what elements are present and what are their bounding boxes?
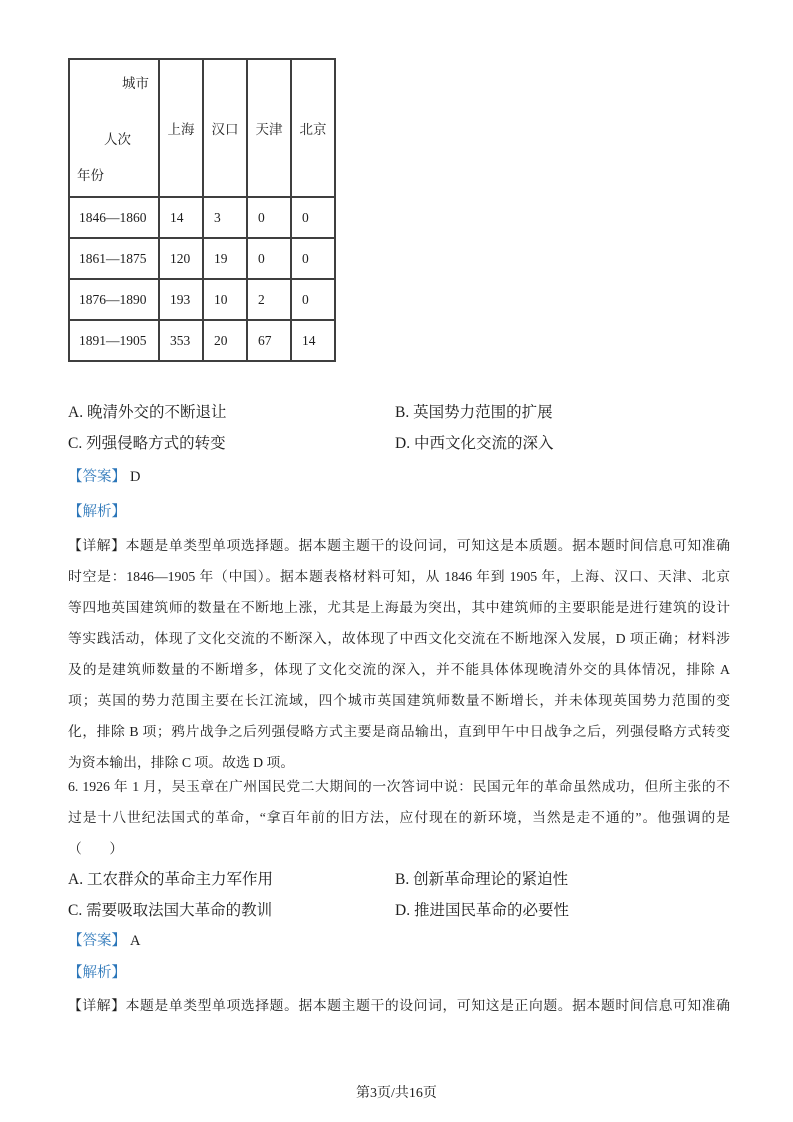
corner-visits-label: 人次 (104, 132, 131, 147)
q5-detail-line: 等四地英国建筑师的数量在不断地上涨，尤其是上海最为突出，其中建筑师的主要职能是进行建筑的设计 (68, 600, 730, 615)
value-cell: 0 (247, 238, 291, 279)
value-cell: 14 (159, 197, 203, 238)
q6-option-b: B. 创新革命理论的紧迫性 (395, 871, 569, 888)
q6-option-c: C. 需要吸取法国大革命的教训 (68, 902, 273, 919)
value-cell: 2 (247, 279, 291, 320)
q6-options (68, 864, 730, 926)
q5-detail-line: 化，排除 B 项；鸦片战争之后列强侵略方式主要是商品输出，直到甲午中日战争之后，列强侵略方式转变 (68, 724, 730, 739)
value-cell: 0 (291, 197, 335, 238)
table-row (69, 279, 335, 320)
value-cell: 3 (203, 197, 247, 238)
table-row (69, 197, 335, 238)
period-cell: 1876—1890 (69, 279, 159, 320)
page-number-footer: 第3页/共16页 (356, 1086, 437, 1101)
q6-stem-line: （ ） (68, 841, 124, 856)
table-row (69, 320, 335, 361)
q5-option-d: D. 中西文化交流的深入 (395, 435, 554, 452)
q6-analysis-line (68, 958, 730, 989)
q5-option-b: B. 英国势力范围的扩展 (395, 404, 553, 421)
value-cell: 19 (203, 238, 247, 279)
q5-detail-line: 等实践活动，体现了文化交流的不断深入，故体现了中西文化交流在不断地深入发展，D 项正确；材料涉 (68, 631, 730, 646)
q5-detail-line: 时空是：1846—1905 年（中国）。据本题表格材料可知，从 1846 年到 1905 年，上海、汉口、天津、北京 (68, 569, 730, 584)
corner-year-label: 年份 (77, 168, 104, 183)
q5-answer-value: D (130, 469, 141, 485)
q6-answer-line (68, 926, 730, 957)
q6-detail-paragraph (68, 990, 730, 1021)
column-header-tianjin: 天津 (247, 59, 291, 197)
q6-option-a: A. 工农群众的革命主力军作用 (68, 871, 273, 888)
q5-detail-line: 及的是建筑师数量的不断增多，体现了文化交流的深入，并不能具体体现晚清外交的具体情况，排除 A (68, 662, 730, 677)
value-cell: 67 (247, 320, 291, 361)
value-cell: 0 (291, 238, 335, 279)
q5-analysis-label: 【解析】 (68, 504, 126, 520)
q5-answer-line (68, 462, 730, 493)
q5-detail-paragraph (68, 530, 730, 778)
column-header-shanghai: 上海 (159, 59, 203, 197)
value-cell: 0 (247, 197, 291, 238)
q5-detail-line: 项；英国的势力范围主要在长江流域，四个城市英国建筑师数量不断增长，并未体现英国势力范围的变 (68, 693, 730, 708)
q6-answer-label: 【答案】 (68, 933, 126, 949)
q5-option-a: A. 晚清外交的不断退让 (68, 404, 227, 421)
table-row (69, 238, 335, 279)
q5-options (68, 397, 730, 459)
q6-stem-line: 过是十八世纪法国式的革命，“拿百年前的旧方法，应付现在的新环境，当然是走不通的”。他强调的是 (68, 810, 730, 825)
period-cell: 1861—1875 (69, 238, 159, 279)
q6-option-d: D. 推进国民革命的必要性 (395, 902, 569, 919)
q6-stem-line: 6. 1926 年 1 月，吴玉章在广州国民党二大期间的一次答词中说：民国元年的革命虽然成功，但所主张的不 (68, 779, 730, 794)
q6-stem (68, 771, 730, 864)
period-cell: 1846—1860 (69, 197, 159, 238)
q6-analysis-label: 【解析】 (68, 965, 126, 981)
architects-table (68, 58, 336, 362)
value-cell: 0 (291, 279, 335, 320)
column-header-hankou: 汉口 (203, 59, 247, 197)
q6-detail-line: 【详解】本题是单类型单项选择题。据本题主题干的设问词，可知这是正向题。据本题时间信息可知准确 (68, 998, 730, 1013)
q5-analysis-line (68, 497, 730, 528)
value-cell: 353 (159, 320, 203, 361)
column-header-beijing: 北京 (291, 59, 335, 197)
value-cell: 193 (159, 279, 203, 320)
value-cell: 14 (291, 320, 335, 361)
period-cell: 1891—1905 (69, 320, 159, 361)
q5-answer-label: 【答案】 (68, 469, 126, 485)
q5-detail-line: 为资本输出，排除 C 项。故选 D 项。 (68, 755, 295, 770)
q5-detail-line: 【详解】本题是单类型单项选择题。据本题主题干的设问词，可知这是本质题。据本题时间信息可知准确 (68, 538, 730, 553)
value-cell: 10 (203, 279, 247, 320)
value-cell: 120 (159, 238, 203, 279)
q6-answer-value: A (130, 933, 141, 949)
q5-option-c: C. 列强侵略方式的转变 (68, 435, 226, 452)
table-corner-cell (69, 59, 159, 197)
corner-city-label: 城市 (122, 76, 149, 91)
value-cell: 20 (203, 320, 247, 361)
table-header-row (69, 59, 335, 197)
